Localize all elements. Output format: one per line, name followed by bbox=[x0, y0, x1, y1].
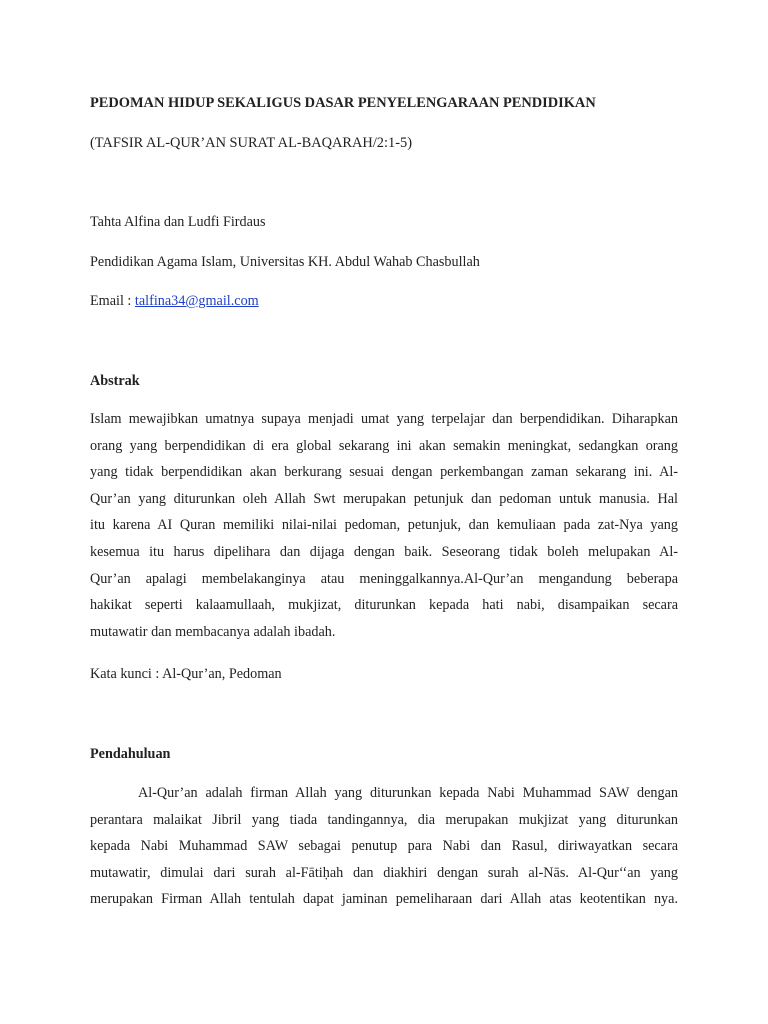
abstract-line: Islam mewajibkan umatnya supaya menjadi umat yang terpelajar dan berpendidikan. Diharapkan bbox=[90, 411, 678, 427]
abstract-line: Qur’an yang diturunkan oleh Allah Swt merupakan petunjuk dan pedoman untuk manusia. Hal bbox=[90, 490, 678, 507]
intro-line: mutawatir, dimulai dari surah al-Fātiḥah dan diakhiri dengan surah al-Nās. Al-Qur‘‘an yang bbox=[90, 864, 678, 881]
intro-line: merupakan Firman Allah tentulah dapat jaminan pemeliharaan dari Allah atas keotentikan nya. bbox=[90, 891, 678, 908]
abstract-body bbox=[90, 410, 678, 649]
author-affiliation: Pendidikan Agama Islam, Universitas KH. Abdul Wahab Chasbullah bbox=[90, 254, 480, 270]
abstract-line: yang tidak berpendidikan akan berkurang sesuai dengan perkembangan zaman sekarang ini. Al- bbox=[90, 464, 678, 481]
abstract-heading: Abstrak bbox=[90, 373, 140, 389]
document-subtitle: (TAFSIR AL-QUR’AN SURAT AL-BAQARAH/2:1-5) bbox=[90, 135, 412, 151]
intro-line: perantara malaikat Jibril yang tiada tandingannya, dia merupakan mukjizat yang diturunkan bbox=[90, 811, 678, 828]
abstract-line: mutawatir dan membacanya adalah ibadah. bbox=[90, 623, 336, 640]
email-label: Email : bbox=[90, 293, 135, 309]
abstract-line: orang yang berpendidikan di era global sekarang ini akan semakin meningkat, sedangkan orang bbox=[90, 437, 678, 454]
email-link[interactable]: talfina34@gmail.com bbox=[134, 293, 259, 309]
abstract-line: hakikat seperti kalaamullaah, mukjizat, diturunkan kepada hati nabi, disampaikan secara bbox=[90, 597, 678, 614]
intro-heading: Pendahuluan bbox=[90, 746, 171, 762]
email-line bbox=[90, 292, 259, 310]
abstract-line: itu karena AI Quran memiliki nilai-nilai pedoman, petunjuk, dan kemuliaan pada zat-Nya yang bbox=[90, 517, 678, 534]
intro-body bbox=[90, 784, 678, 917]
intro-line: Al-Qur’an adalah firman Allah yang diturunkan kepada Nabi Muhammad SAW dengan bbox=[138, 785, 678, 801]
document-title: PEDOMAN HIDUP SEKALIGUS DASAR PENYELENGARAAN PENDIDIKAN bbox=[90, 95, 596, 111]
abstract-line: Qur’an apalagi membelakanginya atau meninggalkannya.Al-Qur’an mengandung beberapa bbox=[90, 570, 678, 587]
author-names: Tahta Alfina dan Ludfi Firdaus bbox=[90, 214, 266, 230]
keywords: Kata kunci : Al-Qur’an, Pedoman bbox=[90, 666, 282, 682]
abstract-line: kesemua itu harus dipelihara dan dijaga dengan baik. Seseorang tidak boleh melupakan Al- bbox=[90, 543, 678, 560]
intro-line: kepada Nabi Muhammad SAW sebagai penutup para Nabi dan Rasul, diriwayatkan secara bbox=[90, 838, 678, 855]
